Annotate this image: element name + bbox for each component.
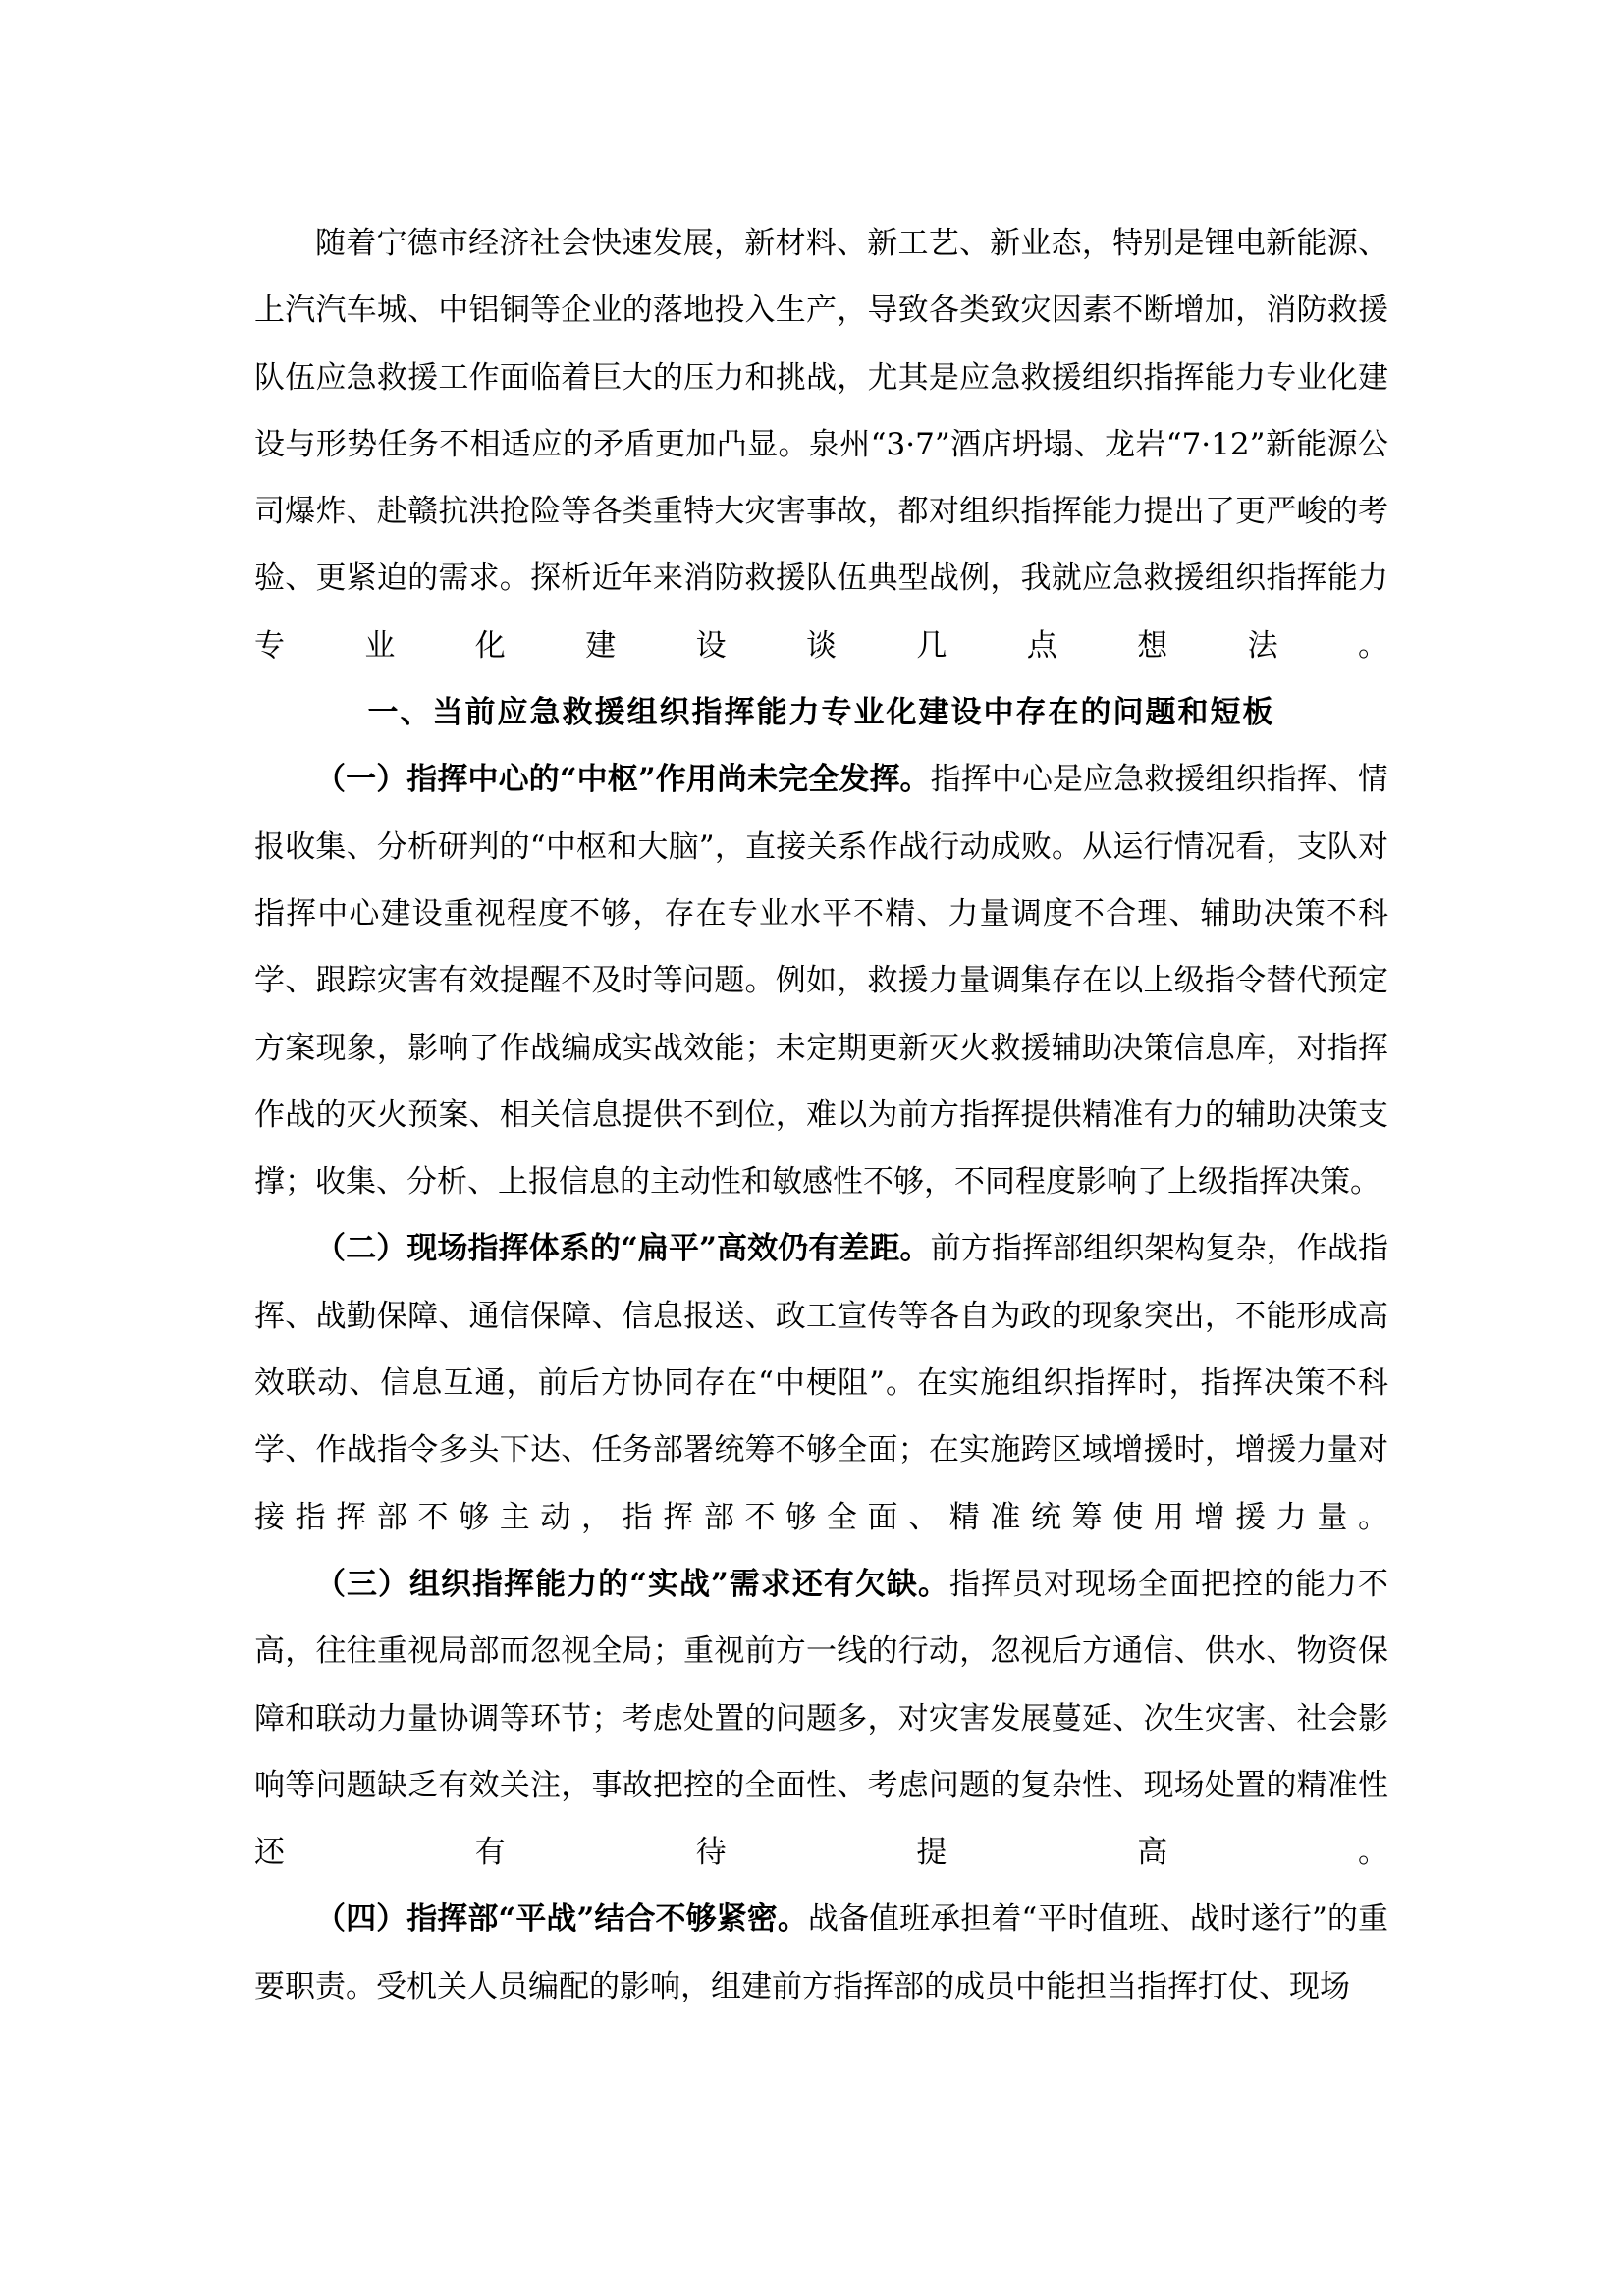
paragraph-text: 前方指挥部组织架构复杂，作战指挥、战勤保障、通信保障、信息报送、政工宣传等各自为政的现象突出，不能形成高效联动、信息互通，前后方协同存在“中梗阻”。在实施组织指挥时，指挥决策不科学、作战指令多头下达、任务部署统筹不够全面；在实施跨区域增援时，增援力量对接指挥部不够主动，指挥部不够全面、精准统筹使用增援力量。 [254,1231,1389,1535]
paragraph-4 [254,1886,1388,2020]
paragraph-1 [254,746,1388,1215]
section-heading: 一、当前应急救援组织指挥能力专业化建设中存在的问题和短板 [367,695,1275,731]
intro-paragraph: 随着宁德市经济社会快速发展，新材料、新工艺、新业态，特别是锂电新能源、上汽汽车城、中铝铜等企业的落地投入生产，导致各类致灾因素不断增加，消防救援队伍应急救援工作面临着巨大的压力和挑战，尤其是应急救援组织指挥能力专业化建设与形势任务不相适应的矛盾更加凸显。泉州“3·7”酒店坍塌、龙岩“7·12”新能源公司爆炸、赴赣抗洪抢险等各类重特大灾害事故，都对组织指挥能力提出了更严峻的考验、更紧迫的需求。探析近年来消防救援队伍典型战例，我就应急救援组织指挥能力专业化建设谈几点想法。 [254,226,1388,664]
paragraph-lead: （二）现场指挥体系的“扁平”高效仍有差距。 [315,1231,931,1267]
paragraph-lead: （四）指挥部“平战”结合不够紧密。 [315,1901,808,1938]
document-body [254,210,1388,2020]
paragraph-text: 战备值班承担着“平时值班、战时遂行”的重要职责。受机关人员编配的影响，组建前方指挥部的成员中能担当指挥打仗、现场 [254,1901,1388,2004]
paragraph-lead: （一）指挥中心的“中枢”作用尚未完全发挥。 [315,762,931,798]
paragraph-2 [254,1215,1388,1550]
paragraph-text: 指挥中心是应急救援组织指挥、情报收集、分析研判的“中枢和大脑”，直接关系作战行动成败。从运行情况看，支队对指挥中心建设重视程度不够，存在专业水平不精、力量调度不合理、辅助决策不科学、跟踪灾害有效提醒不及时等问题。例如，救援力量调集存在以上级指令替代预定方案现象，影响了作战编成实战效能；未定期更新灭火救援辅助决策信息库，对指挥作战的灭火预案、相关信息提供不到位，难以为前方指挥提供精准有力的辅助决策支撑；收集、分析、上报信息的主动性和敏感性不够，不同程度影响了上级指挥决策。 [254,762,1389,1201]
paragraph-text: 指挥员对现场全面把控的能力不高，往往重视局部而忽视全局；重视前方一线的行动，忽视后方通信、供水、物资保障和联动力量协调等环节；考虑处置的问题多，对灾害发展蔓延、次生灾害、社会影响等问题缺乏有效关注，事故把控的全面性、考虑问题的复杂性、现场处置的精准性还有待提高。 [254,1566,1388,1871]
paragraph-lead: （三）组织指挥能力的“实战”需求还有欠缺。 [315,1566,949,1602]
paragraph-3 [254,1551,1388,1886]
